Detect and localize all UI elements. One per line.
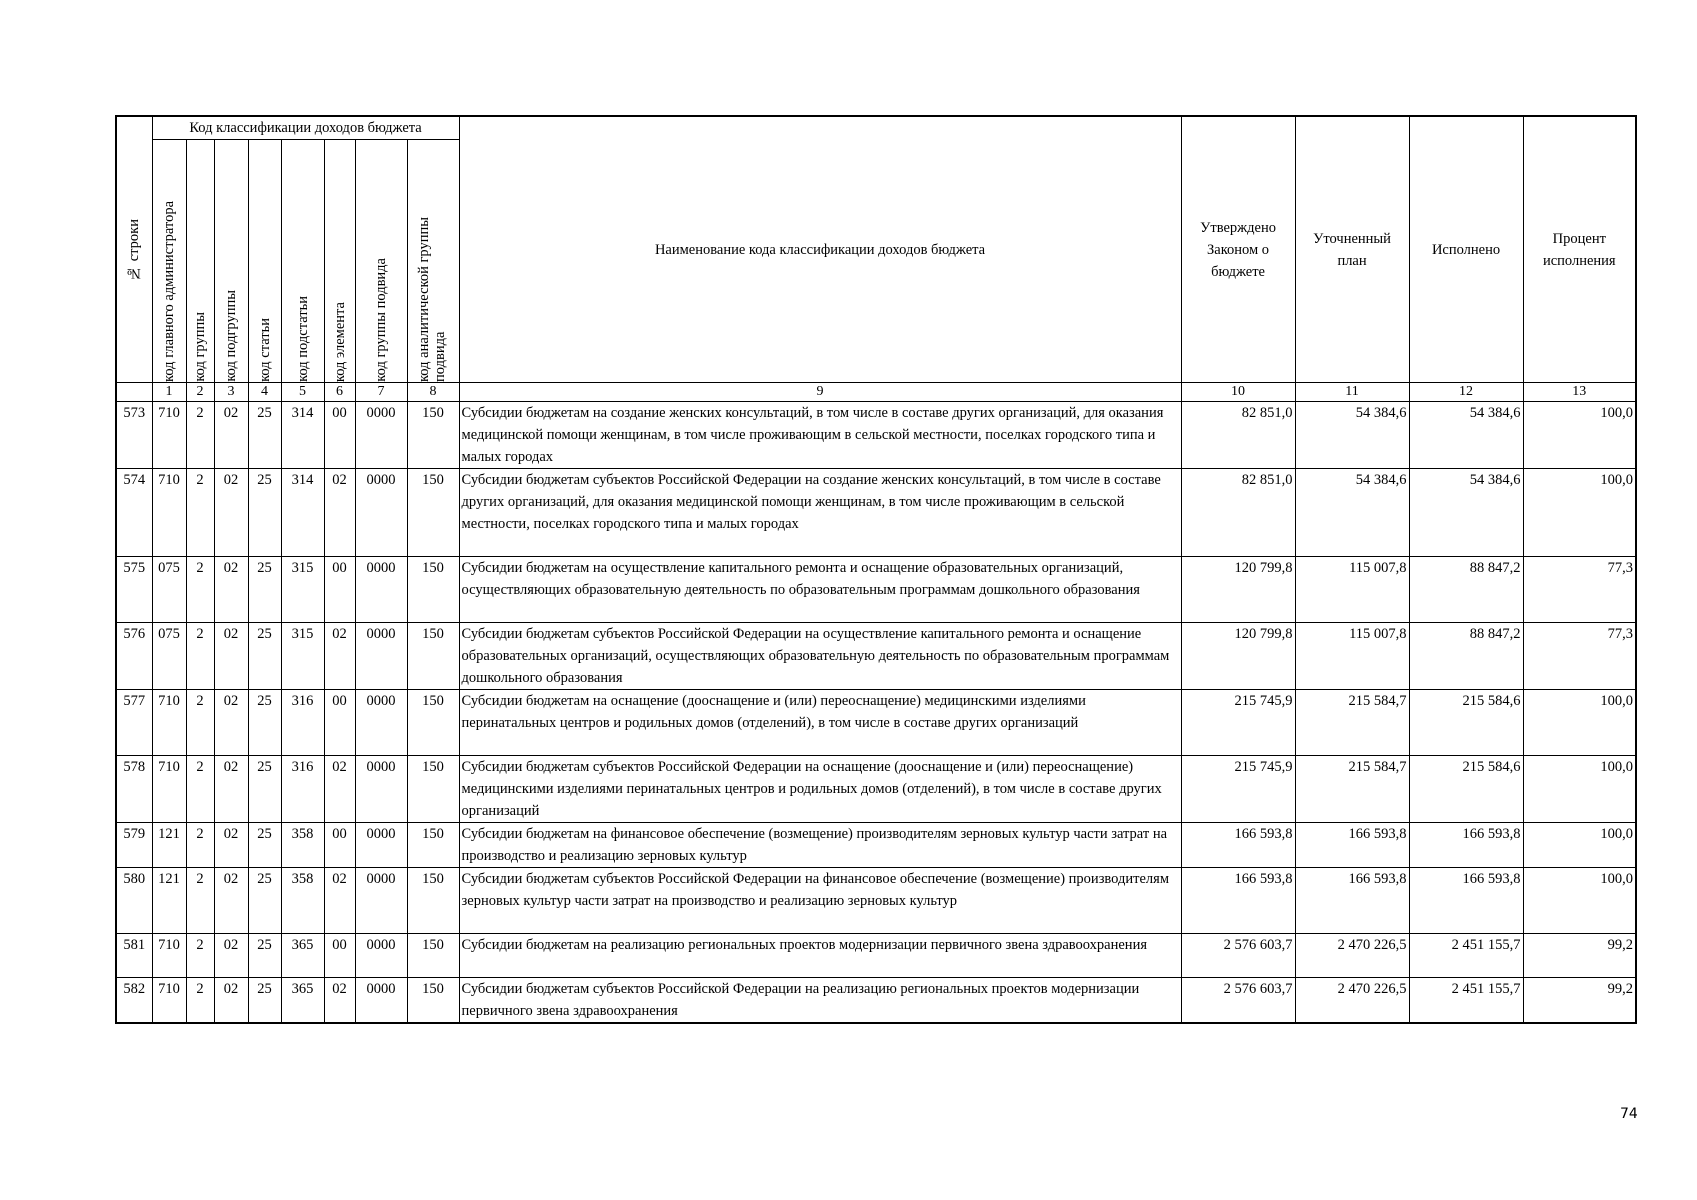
code-article: 25 <box>248 623 281 690</box>
code-article: 25 <box>248 756 281 823</box>
code-subtype-group: 0000 <box>355 690 407 756</box>
column-number: 8 <box>407 383 459 402</box>
code-element: 02 <box>324 978 355 1024</box>
code-subarticle: 316 <box>281 756 324 823</box>
header-planned: Уточненный план <box>1295 116 1409 383</box>
code-group: 2 <box>186 469 214 557</box>
row-number: 582 <box>116 978 152 1024</box>
header-code-article-label: код статьи <box>256 318 273 382</box>
executed-value: 215 584,6 <box>1409 690 1523 756</box>
column-number: 11 <box>1295 383 1409 402</box>
percent-value: 100,0 <box>1523 756 1636 823</box>
code-article: 25 <box>248 402 281 469</box>
column-number: 12 <box>1409 383 1523 402</box>
table-row <box>116 557 1636 623</box>
column-number: 4 <box>248 383 281 402</box>
table-row <box>116 934 1636 978</box>
planned-value: 115 007,8 <box>1295 623 1409 690</box>
percent-value: 100,0 <box>1523 868 1636 934</box>
header-row-number <box>116 116 152 383</box>
header-code-subarticle <box>281 140 324 383</box>
row-number: 576 <box>116 623 152 690</box>
header-code-article <box>248 140 281 383</box>
code-admin: 710 <box>152 934 186 978</box>
executed-value: 2 451 155,7 <box>1409 978 1523 1024</box>
row-number: 579 <box>116 823 152 868</box>
table-row <box>116 823 1636 868</box>
header-code-group <box>186 140 214 383</box>
code-analytic-group: 150 <box>407 690 459 756</box>
code-subgroup: 02 <box>214 623 248 690</box>
code-subgroup: 02 <box>214 402 248 469</box>
column-number: 2 <box>186 383 214 402</box>
table-row <box>116 868 1636 934</box>
code-article: 25 <box>248 557 281 623</box>
code-subarticle: 316 <box>281 690 324 756</box>
planned-value: 166 593,8 <box>1295 868 1409 934</box>
row-number: 578 <box>116 756 152 823</box>
percent-value: 77,3 <box>1523 623 1636 690</box>
percent-value: 77,3 <box>1523 557 1636 623</box>
code-admin: 121 <box>152 868 186 934</box>
header-executed: Исполнено <box>1409 116 1523 383</box>
code-article: 25 <box>248 978 281 1024</box>
code-subarticle: 358 <box>281 823 324 868</box>
column-number: 7 <box>355 383 407 402</box>
header-code-admin <box>152 140 186 383</box>
header-code-subgroup <box>214 140 248 383</box>
table-row <box>116 978 1636 1024</box>
code-analytic-group: 150 <box>407 868 459 934</box>
row-name: Субсидии бюджетам субъектов Российской Федерации на создание женских консультаций, в том числе в составе других организаций, для оказания медицинской помощи женщинам, в том числе проживающим в сельской местности, поселках городского типа и малых городах <box>459 469 1181 557</box>
percent-value: 100,0 <box>1523 469 1636 557</box>
code-subtype-group: 0000 <box>355 823 407 868</box>
percent-value: 100,0 <box>1523 690 1636 756</box>
column-number: 13 <box>1523 383 1636 402</box>
approved-value: 82 851,0 <box>1181 402 1295 469</box>
code-article: 25 <box>248 934 281 978</box>
code-analytic-group: 150 <box>407 402 459 469</box>
code-element: 02 <box>324 756 355 823</box>
table-row <box>116 469 1636 557</box>
code-subtype-group: 0000 <box>355 934 407 978</box>
code-subtype-group: 0000 <box>355 557 407 623</box>
header-code-subarticle-label: код подстатьи <box>294 296 311 382</box>
code-element: 00 <box>324 402 355 469</box>
code-analytic-group: 150 <box>407 623 459 690</box>
code-admin: 121 <box>152 823 186 868</box>
approved-value: 82 851,0 <box>1181 469 1295 557</box>
row-name: Субсидии бюджетам субъектов Российской Федерации на реализацию региональных проектов модернизации первичного звена здравоохранения <box>459 978 1181 1024</box>
header-code-subgroup-label: код подгруппы <box>223 290 239 382</box>
header-name: Наименование кода классификации доходов бюджета <box>459 116 1181 383</box>
approved-value: 166 593,8 <box>1181 823 1295 868</box>
table-row <box>116 756 1636 823</box>
column-number: 10 <box>1181 383 1295 402</box>
code-admin: 075 <box>152 623 186 690</box>
code-element: 02 <box>324 623 355 690</box>
row-number: 575 <box>116 557 152 623</box>
code-admin: 710 <box>152 469 186 557</box>
row-number: 581 <box>116 934 152 978</box>
column-number: 5 <box>281 383 324 402</box>
code-subtype-group: 0000 <box>355 978 407 1024</box>
column-number: 1 <box>152 383 186 402</box>
planned-value: 2 470 226,5 <box>1295 978 1409 1024</box>
code-subtype-group: 0000 <box>355 756 407 823</box>
code-group: 2 <box>186 690 214 756</box>
row-number: 573 <box>116 402 152 469</box>
code-article: 25 <box>248 690 281 756</box>
approved-value: 215 745,9 <box>1181 756 1295 823</box>
code-group: 2 <box>186 402 214 469</box>
header-code-group-label: код группы <box>192 312 208 382</box>
approved-value: 120 799,8 <box>1181 623 1295 690</box>
percent-value: 100,0 <box>1523 823 1636 868</box>
code-group: 2 <box>186 557 214 623</box>
code-subgroup: 02 <box>214 557 248 623</box>
header-row-number-label: № строки <box>126 218 143 281</box>
code-element: 02 <box>324 469 355 557</box>
planned-value: 215 584,7 <box>1295 756 1409 823</box>
code-group: 2 <box>186 823 214 868</box>
code-analytic-group: 150 <box>407 756 459 823</box>
code-subgroup: 02 <box>214 868 248 934</box>
code-analytic-group: 150 <box>407 934 459 978</box>
header-code-element-label: код элемента <box>331 301 348 382</box>
approved-value: 2 576 603,7 <box>1181 934 1295 978</box>
row-number: 577 <box>116 690 152 756</box>
row-name: Субсидии бюджетам на создание женских консультаций, в том числе в составе других организаций, для оказания медицинской помощи женщинам, в том числе проживающим в сельской местности, поселках городского типа и малых городах <box>459 402 1181 469</box>
executed-value: 166 593,8 <box>1409 868 1523 934</box>
header-code-subtype-group-label: код группы подвида <box>373 258 389 382</box>
planned-value: 115 007,8 <box>1295 557 1409 623</box>
code-analytic-group: 150 <box>407 823 459 868</box>
code-subarticle: 315 <box>281 623 324 690</box>
page-number: 74 <box>1620 1106 1638 1122</box>
header-code-element <box>324 140 355 383</box>
row-name: Субсидии бюджетам субъектов Российской Федерации на финансовое обеспечение (возмещение) производителям зерновых культур части затрат на производство и реализацию зерновых культур <box>459 868 1181 934</box>
row-name: Субсидии бюджетам субъектов Российской Федерации на осуществление капитального ремонта и оснащение образовательных организаций, осуществляющих образовательную деятельность по образовательным программам дошкольного образования <box>459 623 1181 690</box>
code-subarticle: 365 <box>281 934 324 978</box>
row-name: Субсидии бюджетам на оснащение (дооснащение и (или) переоснащение) медицинскими изделиями перинатальных центров и родильных домов (отделений), в том числе в составе других организаций <box>459 690 1181 756</box>
code-analytic-group: 150 <box>407 557 459 623</box>
code-subgroup: 02 <box>214 690 248 756</box>
column-number-row <box>116 383 1636 402</box>
code-subtype-group: 0000 <box>355 402 407 469</box>
row-number: 574 <box>116 469 152 557</box>
column-number: 6 <box>324 383 355 402</box>
header-percent: Процент исполнения <box>1523 116 1636 383</box>
code-subarticle: 315 <box>281 557 324 623</box>
code-subtype-group: 0000 <box>355 623 407 690</box>
budget-revenue-table <box>115 115 1637 1024</box>
planned-value: 215 584,7 <box>1295 690 1409 756</box>
approved-value: 120 799,8 <box>1181 557 1295 623</box>
code-element: 00 <box>324 823 355 868</box>
code-analytic-group: 150 <box>407 469 459 557</box>
code-admin: 710 <box>152 690 186 756</box>
code-subgroup: 02 <box>214 978 248 1024</box>
table-row <box>116 690 1636 756</box>
executed-value: 215 584,6 <box>1409 756 1523 823</box>
code-group: 2 <box>186 978 214 1024</box>
code-admin: 710 <box>152 978 186 1024</box>
column-number: 9 <box>459 383 1181 402</box>
code-group: 2 <box>186 623 214 690</box>
executed-value: 54 384,6 <box>1409 402 1523 469</box>
executed-value: 166 593,8 <box>1409 823 1523 868</box>
header-code-analytic-group <box>407 140 459 383</box>
code-subgroup: 02 <box>214 469 248 557</box>
approved-value: 166 593,8 <box>1181 868 1295 934</box>
header-code-analytic-group-label: код аналитической группы подвида <box>416 217 449 382</box>
approved-value: 215 745,9 <box>1181 690 1295 756</box>
code-subarticle: 314 <box>281 469 324 557</box>
planned-value: 166 593,8 <box>1295 823 1409 868</box>
planned-value: 54 384,6 <box>1295 469 1409 557</box>
table-row <box>116 623 1636 690</box>
percent-value: 99,2 <box>1523 978 1636 1024</box>
code-article: 25 <box>248 823 281 868</box>
planned-value: 2 470 226,5 <box>1295 934 1409 978</box>
code-admin: 075 <box>152 557 186 623</box>
code-group: 2 <box>186 868 214 934</box>
code-subgroup: 02 <box>214 823 248 868</box>
code-article: 25 <box>248 868 281 934</box>
code-element: 02 <box>324 868 355 934</box>
code-article: 25 <box>248 469 281 557</box>
code-subgroup: 02 <box>214 934 248 978</box>
code-analytic-group: 150 <box>407 978 459 1024</box>
approved-value: 2 576 603,7 <box>1181 978 1295 1024</box>
code-element: 00 <box>324 690 355 756</box>
code-group: 2 <box>186 934 214 978</box>
header-code-subtype-group <box>355 140 407 383</box>
header-code-admin-label: код главного администратора <box>161 201 177 382</box>
executed-value: 2 451 155,7 <box>1409 934 1523 978</box>
code-subarticle: 358 <box>281 868 324 934</box>
code-subtype-group: 0000 <box>355 868 407 934</box>
code-element: 00 <box>324 557 355 623</box>
header-classification-group: Код классификации доходов бюджета <box>152 116 459 140</box>
code-subarticle: 314 <box>281 402 324 469</box>
code-subtype-group: 0000 <box>355 469 407 557</box>
executed-value: 88 847,2 <box>1409 623 1523 690</box>
code-subarticle: 365 <box>281 978 324 1024</box>
code-admin: 710 <box>152 402 186 469</box>
percent-value: 99,2 <box>1523 934 1636 978</box>
executed-value: 54 384,6 <box>1409 469 1523 557</box>
code-group: 2 <box>186 756 214 823</box>
row-number: 580 <box>116 868 152 934</box>
column-number-empty <box>116 383 152 402</box>
table-row <box>116 402 1636 469</box>
executed-value: 88 847,2 <box>1409 557 1523 623</box>
row-name: Субсидии бюджетам на реализацию региональных проектов модернизации первичного звена здравоохранения <box>459 934 1181 978</box>
planned-value: 54 384,6 <box>1295 402 1409 469</box>
code-subgroup: 02 <box>214 756 248 823</box>
row-name: Субсидии бюджетам на осуществление капитального ремонта и оснащение образовательных организаций, осуществляющих образовательную деятельность по образовательным программам дошкольного образования <box>459 557 1181 623</box>
header-approved: Утверждено Законом о бюджете <box>1181 116 1295 383</box>
row-name: Субсидии бюджетам субъектов Российской Федерации на оснащение (дооснащение и (или) переоснащение) медицинскими изделиями перинатальных центров и родильных домов (отделений), в том числе в составе других организаций <box>459 756 1181 823</box>
code-admin: 710 <box>152 756 186 823</box>
column-number: 3 <box>214 383 248 402</box>
percent-value: 100,0 <box>1523 402 1636 469</box>
code-element: 00 <box>324 934 355 978</box>
row-name: Субсидии бюджетам на финансовое обеспечение (возмещение) производителям зерновых культур части затрат на производство и реализацию зерновых культур <box>459 823 1181 868</box>
